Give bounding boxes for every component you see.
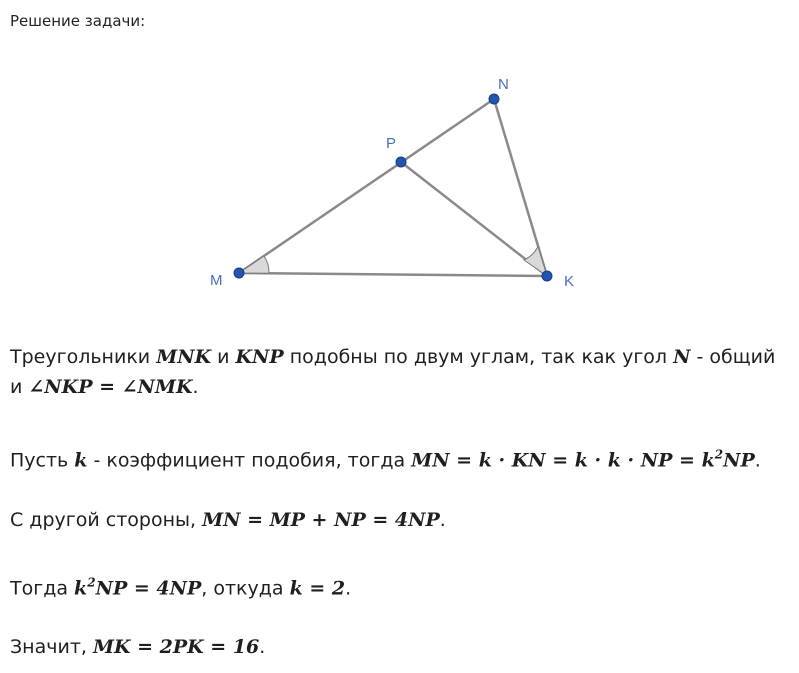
paragraph-coefficient: Пусть k - коэффициент подобия, тогда MN = k · KN = k · k · NP = $k^2NP$.	[10, 448, 761, 472]
math-mn-chain: MN = k · KN = k · k · NP = k	[411, 449, 715, 472]
label-m: M	[210, 272, 223, 289]
paragraph-other-side: С другой стороны, MN = MP + NP = 4NP.	[10, 509, 446, 531]
math-k: k	[74, 449, 88, 472]
label-k: K	[564, 273, 575, 290]
point-p	[396, 157, 406, 167]
paragraph-k-value: Тогда $k^2NP = 4NP$, откуда k = 2.	[10, 576, 352, 600]
heading: Решение задачи:	[10, 12, 146, 30]
label-n: N	[498, 76, 509, 93]
point-k	[542, 271, 552, 281]
side-mk	[239, 273, 547, 276]
math-mnk: MNK	[156, 346, 212, 368]
side-mn	[239, 99, 494, 273]
paragraph-answer: Значит, MK = 2PK = 16.	[10, 636, 266, 658]
point-n	[489, 94, 499, 104]
math-k-equals-2: k = 2	[289, 577, 346, 600]
math-knp: KNP	[235, 346, 284, 368]
math-mn-sum: MN = MP + NP = 4NP	[202, 509, 440, 531]
label-p: P	[386, 135, 397, 152]
math-answer: MK = 2PK = 16	[92, 636, 260, 658]
math-n: N	[673, 346, 691, 368]
math-angles: ∠NKP = ∠NMK	[28, 376, 193, 398]
point-m	[234, 268, 244, 278]
triangle-diagram	[0, 0, 799, 320]
math-k-squared: k	[74, 577, 88, 600]
paragraph-similarity: Треугольники MNK и KNP подобны по двум углам, так как угол N - общий и ∠NKP = ∠NMK.	[10, 346, 776, 398]
